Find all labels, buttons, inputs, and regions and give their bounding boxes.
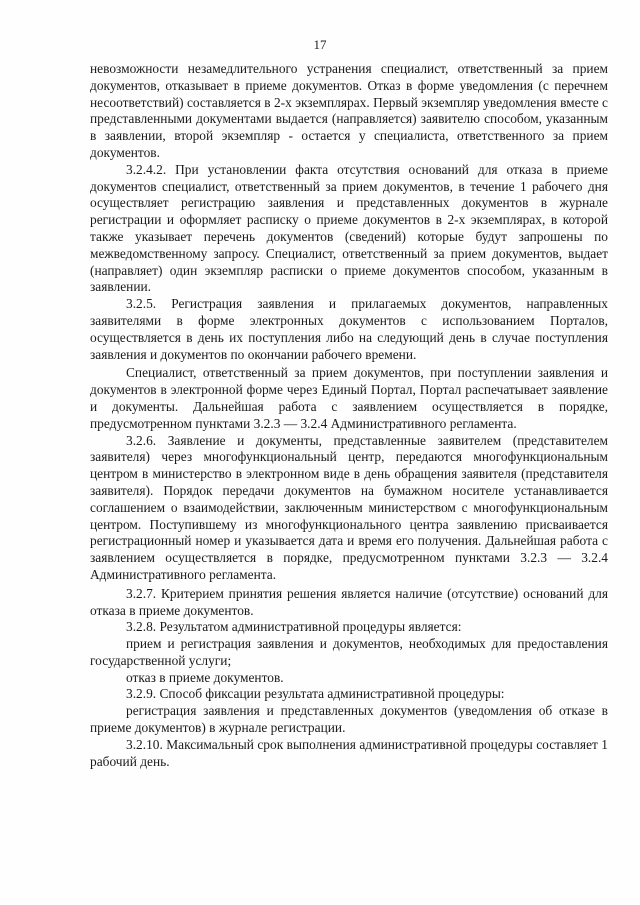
fixation-item: регистрация заявления и представленных документов (уведомления об отказе в приеме документов) в журнале регистрации.	[90, 703, 608, 736]
result-item-refusal: отказ в приеме документов.	[126, 669, 284, 685]
paragraph-3-2-7: 3.2.7. Критерием принятия решения является наличие (отсутствие) оснований для отказа в приеме документов.	[90, 585, 608, 618]
paragraph-3-2-9: 3.2.9. Способ фиксации результата административной процедуры:	[126, 686, 505, 702]
page-number: 17	[313, 37, 327, 52]
paragraph-electronic-intake: Специалист, ответственный за прием документов, при поступлении заявления и документов в электронной форме через Единый Портал, Портал распечатывает заявление и документы. Дальнейшая работа с заявлением осуществляется в порядке, предусмотренном пунктами 3.2.3 — 3.2.4 Административного регламента.	[90, 365, 608, 431]
result-item-registration: прием и регистрация заявления и документов, необходимых для предоставления государственной услуги;	[90, 636, 608, 668]
paragraph-3-2-5: 3.2.5. Регистрация заявления и прилагаемых документов, направленных заявителями в форме электронных документов с использованием Порталов, осуществляется в день их поступления либо на следующий день в случае поступления заявления и документов по окончании рабочего времени.	[90, 296, 608, 362]
document-body	[90, 61, 608, 770]
paragraph-3-2-8: 3.2.8. Результатом административной процедуры является:	[126, 619, 462, 635]
paragraph-3-2-4-2: 3.2.4.2. При установлении факта отсутствия оснований для отказа в приеме документов специалист, ответственный за прием документов, в течение 1 рабочего дня осуществляет регистрацию заявления и представленных документов в журнале регистрации и оформляет расписку о приеме документов в 2-х экземплярах, в которой также указывает перечень документов (сведений) которые будут запрошены по межведомственному запросу. Специалист, ответственный за прием документов, выдает (направляет) один экземпляр расписки о приеме документов способом, указанным в заявлении.	[90, 161, 608, 295]
paragraph-3-2-10: 3.2.10. Максимальный срок выполнения административной процедуры составляет 1 рабочий день.	[90, 736, 608, 769]
paragraph-continuation: невозможности незамедлительного устранения специалист, ответственный за прием документов, отказывает в приеме документов. Отказ в форме уведомления (с перечнем несоответствий) составляется в 2-х экземплярах. Первый экземпляр уведомления вместе с представленными документами выдается (направляется) заявителю способом, указанным в заявлении, второй экземпляр - остается у специалиста, ответственного за прием документов.	[90, 61, 608, 160]
paragraph-3-2-6: 3.2.6. Заявление и документы, представленные заявителем (представителем заявителя) через многофункциональный центр, передаются многофункциональным центром в министерство в электронном виде в день обращения заявителя (представителя заявителя). Порядок передачи документов на бумажном носителе устанавливается соглашением о взаимодействии, заключенным министерством с многофункциональным центром. Поступившему из многофункционального центра заявлению присваивается регистрационный номер и указывается дата и время его получения. Дальнейшая работа с заявлением осуществляется в порядке, предусмотренном пунктами 3.2.3 — 3.2.4 Административного регламента.	[90, 432, 608, 582]
